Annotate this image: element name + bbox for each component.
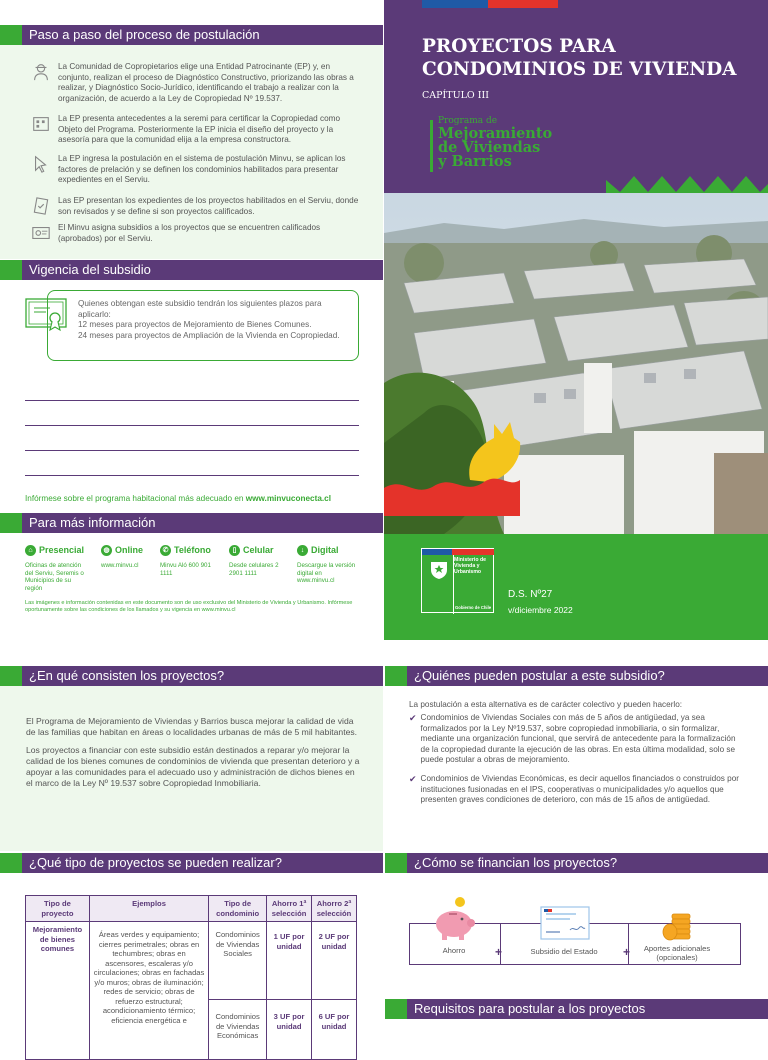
mobile-icon: ▯	[229, 545, 240, 556]
globe-icon: ◍	[101, 545, 112, 556]
worker-icon	[30, 62, 52, 82]
validity-box	[47, 290, 359, 361]
steps-title: Paso a paso del proceso de postulación	[29, 27, 260, 42]
note-line	[25, 425, 359, 426]
ministry-name: Ministerio de Vivienda y Urbanismo	[454, 557, 486, 575]
finance-item-state-subsidy: Subsidio del Estado	[530, 947, 598, 956]
who-item: ✔ Condominios de Viviendas Económicas, es decir aquellos financiados o construidos por instituciones fusionadas en el IPS, cooperativas o municipalidades y/o aquellos que presenten graves condiciones de deterioro, con más de 15 años de antigüedad.	[409, 774, 739, 804]
chapter-label: CAPÍTULO III	[422, 90, 489, 101]
note-line	[25, 475, 359, 476]
who-intro: La postulación a esta alternativa es de carácter colectivo y pueden hacerlo:	[409, 700, 683, 709]
note-line	[25, 400, 359, 401]
step-2: La EP presenta antecedentes a la seremi para certificar la Copropiedad como Objeto del Programa. Posteriormente la EP inicia el diseño del proyecto y la asesoría para que la comunidad elija a la empresa constructora.	[30, 114, 360, 146]
info-section-header	[22, 513, 383, 533]
minvuconecta-link[interactable]: www.minvuconecta.cl	[245, 494, 331, 503]
wave-decoration	[384, 468, 520, 516]
requirements-section-header	[407, 999, 768, 1019]
piggy-bank-icon	[432, 896, 476, 942]
step-4: Las EP presentan los expedientes de los proyectos habilitados en el Serviu, donde son revisados y se define si son proyectos calificados.	[30, 196, 360, 217]
disclaimer: Las imágenes e información contenidas en este documento son de uso exclusivo del Ministerio de Vivienda y Urbanismo. Infórmese oportunamente sobre las condiciones de los llamados y su vigencia en www.minvu.cl	[25, 600, 353, 613]
step-5: El Minvu asigna subsidios a los proyectos que se encuentren calificados (aprobados) por el Serviu.	[30, 223, 360, 244]
validity-line-2: 24 meses para proyectos de Ampliación de la Vivienda en Copropiedad.	[78, 330, 340, 340]
steps-section-header	[22, 25, 383, 45]
project-types-table	[25, 895, 357, 1060]
validity-text: Quienes obtengan este subsidio tendrán los siguientes plazos para aplicarlo:	[78, 299, 322, 319]
validity-section-header	[22, 260, 383, 280]
info-title: Para más información	[29, 515, 156, 530]
validity-title: Vigencia del subsidio	[29, 262, 151, 277]
phone-icon: ✆	[160, 545, 171, 556]
home-icon: ⌂	[25, 545, 36, 556]
contact-online: ◍ Online www.minvu.cl	[101, 544, 144, 569]
flag-bar-blue	[422, 0, 488, 8]
ministry-logo	[421, 548, 494, 613]
contact-presencial: ⌂ Presencial Oficinas de atención del Serviu, Seremis o Municipios de su región	[25, 544, 85, 592]
step-3: La EP ingresa la postulación en el sistema de postulación Minvu, se aplican los factores de prelación y se definen los condominios habilitados para presentar expedientes en el Serviu.	[30, 154, 360, 186]
what-title: ¿En qué consisten los proyectos?	[29, 668, 225, 683]
government-label: Gobierno de Chile	[455, 605, 492, 610]
table-header-row: Tipo de proyecto Ejemplos Tipo de condominio Ahorro 1ª selección Ahorro 2ª selección	[26, 896, 357, 922]
cursor-icon	[30, 154, 52, 174]
table-row: Condominios de Viviendas Económicas 3 UF por unidad 6 UF por unidad	[26, 1000, 357, 1060]
check-icon: ✔	[409, 774, 417, 784]
what-body: El Programa de Mejoramiento de Viviendas y Barrios busca mejorar la calidad de vida de las familias que habitan en áreas o localidades urbanas de más de 5 mil habitantes. Los proyectos a financiar con este subsidio están destinados a reparar y/o mejorar la calidad de los bienes comunes de condominios de vivienda que presentan deterioro y a apoyar a las comunidades para el adecuado uso y administración de dichos bienes en el marco de la Ley Nº 19.537 sobre Copropiedad Inmobiliaria.	[26, 716, 360, 788]
building-icon	[30, 114, 52, 134]
note-line	[25, 450, 359, 451]
check-document-icon	[540, 906, 590, 940]
coins-icon	[662, 910, 694, 942]
who-title: ¿Quiénes pueden postular a este subsidio?	[414, 668, 665, 683]
who-item: ✔ Condominios de Viviendas Sociales con más de 5 años de antigüedad, ya sea formalizados por la Ley Nº19.537, sobre copropiedad inmobiliaria, o sin formalizar, mediante una organización funcional, que servirá de antecedente para la formalización de la copropiedad durante la ejecución de las obras. En esta última modalidad, solo se puede postular a obras de mejoramiento.	[409, 713, 736, 764]
finance-title: ¿Cómo se financian los proyectos?	[414, 855, 618, 870]
download-icon: ↓	[297, 545, 308, 556]
coat-of-arms-icon	[427, 558, 451, 580]
contact-telefono: ✆ Teléfono Minvu Aló 600 901 1111	[160, 544, 211, 577]
check-icon: ✔	[409, 713, 417, 723]
requirements-title: Requisitos para postular a los proyectos	[414, 1001, 646, 1016]
finance-section-header	[407, 853, 768, 873]
plus-icon: +	[495, 945, 503, 959]
finance-item-additional: Aportes adicionales (opcionales)	[643, 944, 711, 962]
certificate-icon	[30, 223, 52, 243]
step-1: La Comunidad de Copropietarios elige una Entidad Patrocinante (EP) y, en conjunto, realizan el proceso de Diagnóstico Constructivo, priorizando las obras a realizar, y Diagnóstico Socio-Jurídico, identificando el trabajo a realizar con la organización, de acuerdo a la Ley de Copropiedad Nº 19.537.	[30, 62, 360, 104]
document-check-icon	[30, 196, 52, 216]
program-name: Programa de Mejoramiento de Viviendas y Barrios	[438, 116, 553, 170]
types-title: ¿Qué tipo de proyectos se pueden realizar?	[29, 855, 282, 870]
who-section-header	[407, 666, 768, 686]
contact-celular: ▯ Celular Desde celulares 2 2901 1111	[229, 544, 279, 577]
finance-item-savings: Ahorro	[442, 946, 466, 955]
table-row: Mejoramiento de bienes comunes Áreas verdes y equipamiento; cierres perimetrales; obras en techumbres; obras en ascensores, escaleras y/o circulaciones; obras en fachadas y/o muros; obras de iluminación; redes de servicio; obras de refuerzo estructural; acondicionamiento térmico; eficiencia energética e Condominios de Viviendas Sociales 1 UF por unidad 2 UF por unidad	[26, 922, 357, 1000]
plus-icon: +	[623, 945, 631, 959]
inform-text: Infórmese sobre el programa habitacional más adecuado en www.minvuconecta.cl	[25, 494, 331, 503]
program-accent-bar	[430, 120, 433, 172]
edition-date: v/diciembre 2022	[508, 605, 573, 615]
validity-line-1: 12 meses para proyectos de Mejoramiento de Bienes Comunes.	[78, 320, 312, 329]
types-section-header	[22, 853, 383, 873]
flag-bar-red	[488, 0, 558, 8]
contact-digital: ↓ Digital Descargue la versión digital en www.minvu.cl	[297, 544, 356, 584]
what-section-header	[22, 666, 383, 686]
decree-number: D.S. Nº27	[508, 589, 553, 600]
cover-title: PROYECTOS PARA CONDOMINIOS DE VIVIENDA	[422, 36, 737, 80]
